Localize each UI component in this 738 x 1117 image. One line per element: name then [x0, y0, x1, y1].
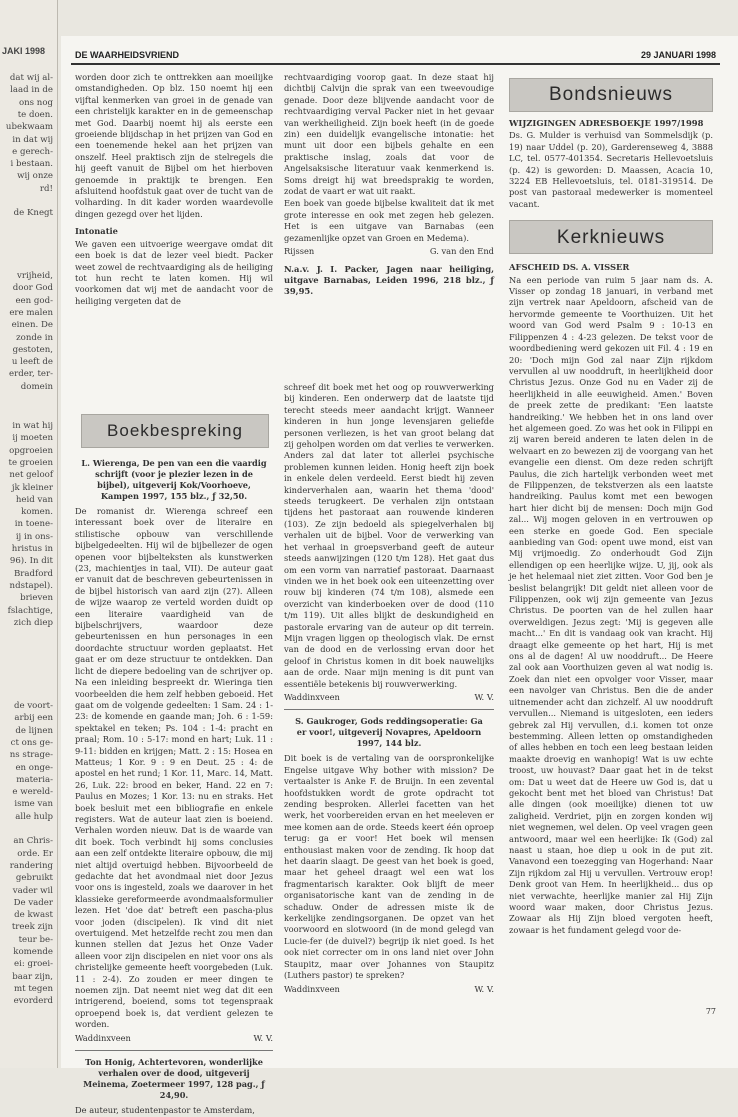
signature-name: G. van den End [429, 246, 494, 257]
signature [75, 1033, 273, 1044]
article-paragraph: Na een periode van ruim 5 jaar nam ds. A. Visser op zondag 18 januari, in verband met zijn vertrek naar Apeldoorn, afscheid van de hervormde gemeente te Voorthuizen. Uit het woord van God werd Psalm 9 : 10-13 en Filippenzen 4 : 4-23 gelezen. De tekst voor de woordbediening werd gekozen uit Fil. 4 : 19 en 20: 'Doch mijn God zal naar Zijn rijkdom vervullen al uw nooddruft, in heerlijkheid door Christus Jezus. Onze God nu en Vader zij de heerlijkheid in alle eeuwigheid. Amen.' Boven de preek zette de predikant: 'Een laatste handreiking.' We hebben het in ons land over het algemeen goed. Zo was het ook in Filippi en zij waren bereid anderen te laten delen in de welvaart en zo bewezen zij de voorgang van het evangelie een dienst. Om deze reden schrijft Paulus, die zich hartelijk verbonden weet met de Filippenzen, de tekstverzen als een laatste handreiking. Paulus komt met een bewogen hart hier dicht bij de mensen: Doch mijn God zal... Wij mogen geloven in en vertrouwen op een sterke en goede God. Een speciale aanbieding van God: opent uwe mond, eist van Mij vrijmoedig. Zo onderhoudt God Zijn ellendigen op een heerlijke wijze. U, jij, ook als je het helemaal niet ziet zitten. Voor God ben je beslist belangrijk! Dit geldt niet alleen voor de Filippenzen, ook wij zijn gemeente van Jezus Christus. De poorten van de hel zullen haar overweldigen. Jezus zegt: 'Mij is gegeven alle macht...' En dit is vandaag ook van kracht. Hij draagt elke gemeente op het hart, Hij is met ons al de dagen! Al uw nooddruft... De Heere zal ook aan Voorthuizen geven al wat nodig is. Zoek dan niet een opvolger voor Visser, maar een navolger van Christus. Ben die de ander uitnemender acht dan zichzelf. Al uw nooddruft vervullen... Niemand is uitgesloten, een ieders gebrek zal Hij vervullen, d.i. komen tot onze bestemming. Alleen letten op omstandigheden of alles hebben en toch een leeg bestaan leiden maakte droevig en wanhopig! Wat is uw echte troost, uw houvast? Daar gaat het in de tekst om: Dat u weet dat de Heere uw God is, dat u gekocht bent met het bloed van Christus! Dat alle dingen (ook moeilijke) dienen tot uw zaligheid. Verdriet, pijn en zorgen konden wij niet wegnemen, wel delen. Op veel vragen geen antwoord, maar wel een heerlijke: Ik (God) zal naast u staan, hoe diep u ook in de put zit. Vanavond een toezegging van Hogerhand: Naar Zijn rijkdom zal Hij u vervullen. Vertrouw erop! Denk groot van Hem. In heerlijkheid... dus op niet verwachte, heerlijke manier zal Hij Zijn woord waar maken, door Christus Jezus. Zowaar als Hij Zijn bloed vergoten heeft, zowaar is het fundament gelegd voor de- [509, 274, 713, 935]
previous-page-line: evorderd [13, 996, 53, 1007]
article-paragraph: worden door zich te onttrekken aan moeilijke omstandigheden. Op blz. 150 noemt hij een vijftal kenmerken van groei in de genade van een christelijk karakter en in de gemeenschap met God. Daarbij noemt hij als eerste een groeiende blijdschap in het prijzen van God en een toenemende hekel aan het prijzen van onszelf. Heel praktisch zijn de stelregels die hij geeft vanuit de Bijbel om het hierboven genoemde in praktijk te brengen. Een afsluitend hoofdstuk gaat over de tucht van de volharding. In dit kader worden waardevolle dingen gezegd over het lijden. [75, 72, 273, 219]
signature [284, 692, 494, 703]
previous-page-line: opgroeien [9, 445, 53, 456]
review-text: Dit boek is de vertaling van de oorspronkelijke Engelse uitgave Why bother with mission? De vertaalster is Anke F. de Bruijn. In een zevental hoofdstukken wordt de grote opdracht tot zending besproken. Allerlei facetten van het werk, het voorbereiden ervan en het meeleven er mee komen aan de orde. Steeds keert één oproep terug: ga er voor! Het boek wil mensen enthousiast maken voor de zending. Ik hoop dat het daarin slaagt. De geest van het boek is goed, maar het geheel draagt wel een wat los fragmentarisch karakter. Ook blijft de meer organisatorische kant van de zending in de schaduw. Onder de adressen miste ik de kerkelijke zendingsorganen. De opzet van het voorwoord en slotwoord (in de mond gelegd van Lucie-fer (de duivel?) begrijp ik niet goed. Is het ook niet correcter om in ons land niet over John Staupitz, maar over Johannes von Staupitz (Luthers pastor) te spreken? [284, 753, 494, 981]
previous-page-line: ons nog [18, 97, 53, 108]
signature [284, 246, 494, 257]
previous-page-line: De vader [13, 897, 53, 908]
packer-review-conclusion [284, 72, 494, 299]
divider [284, 709, 494, 710]
review-text: De auteur, studentenpastor te Amsterdam, [75, 1105, 255, 1116]
previous-page-line: in dat wij [12, 134, 53, 145]
signature-name: W. V. [253, 1032, 273, 1043]
previous-page-line: ubekwaam [5, 122, 53, 133]
previous-page-line: ei: groei- [14, 959, 53, 970]
previous-page-line: 96). In dit [9, 556, 53, 567]
issue-date: 29 JANUARI 1998 [640, 50, 716, 60]
subheading: WIJZIGINGEN ADRESBOEKJE 1997/1998 [509, 118, 704, 128]
news-column [509, 78, 713, 1014]
review-text: De romanist dr. Wierenga schreef een interessant boek over de literaire en stilistische opbouw van verschillende bijbelgedeelten. Hij wil de bijbellezer de ogen openen voor bijbelteksten als kunstwerken (23, machientjes in taal, VII). De auteur gaat er vanuit dat de beschreven gebeurtenissen in de bijbel historisch van aard zijn (27). Alleen de wijze waarop ze verteld worden duidt op een literaire vaardigheid van de bijbelschrijvers, waardoor deze gebeurtenissen en hun personages in een doordachte structuur worden geplaatst. Het gaat er om deze structuur te ontdekken. Dan licht de diepere bedoeling van de schrijver op. Na een inleiding bespreekt dr. Wieringa tien voorbeelden die hem zelf hebben geboeid. Het gaat om de volgende gedeelten: 1 Sam. 24 : 1-23: de komende en gaande man; Joh. 6 : 1-59: spektakel en teken; Ps. 104 : 1-4: pracht en praal; Rom. 10 : 5-17: mond en hart; Luk. 11 : 9-11: bidden en krijgen; Matt. 2 : 15: Hosea en Matteus; 1 Kor. 9 : 9 en Deut. 25 : 4: de apostel en het rund; 1 Kor. 11, Marc. 14, Matt. 26, Luk. 22: brood en beker, Hand. 22 en 7: Paulus en Mozes; 1 Kor. 13: nu en straks. Het boek besluit met een bibliografie en enkele registers. Wat de auteur laat zien is boeiend. Verhalen worden nieuw. Dat is de waarde van dit boek. Toch verbindt hij soms conclusies aan een zelf ontdekte literaire opbouw, die mij niet altijd overtuigd hebben. Bijvoorbeeld de gedachte dat het avondmaal niet door Jezus voor ons is ingesteld, zoals we daarover in het klassieke gereformeerde avondmaalsformulier lezen. Het 'doe dat' betreft een pascha-plus voor joden (discipelen). Ik vind dit niet overtuigend. Met hetzelfde recht zou men dan kunnen stellen dat Jezus het Onze Vader alleen voor zijn discipelen en niet voor ons als christelijke gemeente heeft voorgebeden (Luk. 11 : 2-4). Zo zouden er meer dingen te noemen zijn. Dat neemt niet weg dat dit een intrigerend, boeiend, soms tot tegenspraak oproepend boek is, dat verdient gelezen te worden. [75, 506, 273, 1030]
previous-page-line: materia- [16, 774, 53, 785]
previous-page-line: in toene- [14, 519, 53, 530]
article-paragraph: Een boek van goede bijbelse kwaliteit dat ik met grote interesse en ook met zegen heb gelezen. Het is een uitgave van Barnabas (een gezamenlijke opzet van Groen en Medema). [284, 198, 494, 243]
newspaper-page [61, 36, 738, 1116]
bondsnieuws-banner: Bondsnieuws [509, 78, 713, 112]
boekbespreking-banner: Boekbespreking [81, 414, 269, 448]
previous-page-line: ij in ons- [15, 531, 53, 542]
kerknieuws-banner: Kerknieuws [509, 220, 713, 254]
previous-page-line: gebruikt [15, 873, 53, 884]
previous-page-line: dat wij al- [9, 73, 53, 83]
previous-page-line: een god- [15, 295, 53, 306]
signature-place: Rijssen [284, 246, 315, 257]
previous-page-line: domein [20, 381, 53, 392]
previous-page-line: de voort- [14, 701, 53, 711]
previous-page-line: wij onze [17, 171, 53, 182]
previous-page-line: ns strage- [9, 750, 53, 761]
book-reference: N.a.v. J. I. Packer, Jagen naar heiliging, uitgave Barnabas, Leiden 1996, 218 blz., ƒ 39,95. [284, 263, 494, 297]
previous-page-header: JAKI 1998 [2, 46, 46, 56]
previous-page-line: en onge- [15, 762, 53, 773]
signature-place: Waddinxveen [284, 691, 340, 702]
previous-page-line: ere malen [9, 307, 53, 318]
previous-page-line: e wereld- [12, 787, 53, 798]
previous-page-line: zonde in [16, 332, 53, 343]
previous-page-line: teur be- [18, 934, 53, 945]
previous-page-line: an Chris- [13, 836, 53, 847]
previous-page-line: door God [12, 283, 53, 294]
subheading: AFSCHEID DS. A. VISSER [509, 262, 630, 273]
divider [75, 1050, 273, 1051]
article-paragraph: We gaven een uitvoerige weergave omdat dit een boek is dat de lezer veel biedt. Packer weet zowel de rechtvaardiging als de heiliging tot hun recht te laten komen. Hij wil voorkomen dat wij met de aandacht voor de heiliging vergeten dat de [75, 238, 273, 306]
previous-page-line: arbij een [14, 713, 53, 724]
previous-page-line: mt tegen [14, 983, 53, 994]
previous-page-line: orde. Er [17, 848, 53, 859]
review-heading: L. Wierenga, De pen van een die vaardig schrijft (voor je plezier lezen in de bijbel), uitgeverij Kok/Voorhoeve, Kampen 1997, 155 blz., ƒ 32,50. [81, 458, 267, 501]
previous-page-line: i bestaan. [10, 159, 53, 170]
previous-page-line: u leeft de [11, 357, 53, 368]
previous-page-line: de Knegt [13, 208, 53, 219]
article-paragraph: Ds. G. Mulder is verhuisd van Sommelsdijk (p. 19) naar Uddel (p. 20), Garderenseweg 4, 3888 LC, tel. 0577-401354. Secretaris Hellevoetsluis (p. 42) is geworden: D. Maassen, Acacia 10, 3224 EB Hellevoetsluis, tel. 0181-319514. De post van pastoraal medewerker is momenteel vacant. [509, 130, 713, 209]
review-heading: S. Gaukroger, Gods reddingsoperatie: Ga er voor!, uitgeverij Novapres, Apeldoorn 1997, 144 blz. [295, 716, 483, 749]
previous-page-line: komen. [21, 507, 53, 518]
previous-page-line: zich diep [13, 617, 53, 628]
previous-page-line: brieven [20, 593, 53, 604]
previous-page-line: ct ons ge- [10, 737, 53, 748]
previous-page-line: komende [13, 947, 53, 957]
previous-page-line: baar zijn, [12, 971, 53, 982]
packer-review-end [75, 72, 273, 308]
signature [284, 984, 494, 995]
previous-page-line: ndstapel). [9, 580, 53, 591]
previous-page-line: in wat hij [12, 421, 53, 431]
previous-page-line: alle hulp [15, 811, 53, 822]
previous-page-line: vrijheid, [17, 271, 53, 281]
boekbespreking-column-2 [284, 382, 494, 1022]
signature-place: Waddinxveen [75, 1032, 131, 1043]
previous-page-line: jk kleiner [11, 482, 53, 493]
previous-page-line: vader wil [12, 885, 53, 896]
page-number: 77 [705, 1007, 716, 1016]
previous-page-line: erder, ter- [9, 369, 53, 380]
previous-page-line: net geloof [9, 470, 53, 481]
previous-page-line: randering [9, 860, 53, 871]
previous-page-line: einen. De [11, 320, 53, 331]
signature-name: W. V. [474, 983, 494, 994]
signature-name: W. V. [474, 691, 494, 702]
previous-page-line: hristus in [11, 544, 53, 554]
signature-place: Waddinxveen [284, 983, 340, 994]
previous-page-line: te doen. [17, 109, 53, 120]
previous-page-line: rd! [39, 183, 53, 194]
previous-page-line: de lijnen [15, 725, 53, 736]
previous-page-line: te groeien [8, 457, 53, 468]
previous-page-line: de kwast [14, 910, 53, 921]
article-paragraph: rechtvaardiging voorop gaat. In deze staat hij dichtbij Calvijn die sprak van een tweevoudige genade. Door deze blijvende aandacht voor de rechtvaardiging verval Packer niet in het gevaar van werkheiligheid. Zijn boek heeft (in de goede zin) een duidelijk evangelische intonatie: het munt uit door een bijbels gehalte en een praktische inslag, zoals dat voor de Angelsaksische literatuur vaak kenmerkend is. Soms dreigt hij wat breedsprakig te worden, zodat de vaart er wat uit raakt. [284, 72, 494, 197]
previous-page-strip [0, 0, 58, 1068]
subheading: Intonatie [75, 226, 118, 237]
previous-page-line: heid van [15, 494, 53, 505]
previous-page-line: isme van [14, 799, 53, 810]
running-header [75, 50, 716, 64]
previous-page-line: Bradford [13, 568, 53, 579]
paper-title: DE WAARHEIDSVRIEND [75, 50, 180, 60]
previous-page-line: e gerech- [12, 146, 53, 157]
previous-page-line: fslachtige, [7, 605, 53, 616]
previous-page-line: treek zijn [11, 922, 53, 933]
review-text: schreef dit boek met het oog op rouwverwerking bij kinderen. Een onderwerp dat de laatste tijd terecht steeds meer aandacht krijgt. Wanneer kinderen in hun jonge levensjaren geliefde personen verliezen, is het van groot belang dat zij geholpen worden om dat verlies te verwerken. Anders zal dat later tot allerlei psychische problemen kunnen leiden. Honig heeft zijn boek in enkele delen verdeeld. Eerst biedt hij zeven kinderverhalen aan, waarin het thema 'dood' steeds terugkeert. De verhalen zijn ontstaan tijdens het pastoraat aan rouwende kinderen (103). Ze zijn bedoeld als spiegelverhalen bij verhalen uit de bijbel. Voor de verwerking van het verhaal in groepsverband geeft de auteur steeds aanwijzingen (120 t/m 128). Het gaat dus om een vorm van narratief pastoraat. Daarnaast vinden we in het boek ook een uiteenzetting over rouw bij kinderen (74 t/m 108), alsmede een overzicht van kinderboeken over de dood (110 t/m 119). Uit alles blijkt de deskundigheid en pastorale ervaring van de auteur op dit terrein. Mijn vragen liggen op theologisch vlak. De ernst van de dood en de verlossing ervan door het geloof in Christus komen in dit boek nauwelijks aan de orde. Naar mijn mening is dit punt van essentiële betekenis bij rouwverwerking. [284, 382, 494, 689]
boekbespreking-section [75, 408, 273, 1116]
previous-page-line: ij moeten [12, 433, 53, 444]
review-heading: Ton Honig, Achtertevoren, wonderlijke verhalen over de dood, uitgeverij Meinema, Zoetermeer 1997, 128 pag., ƒ 24,90. [83, 1057, 265, 1101]
previous-page-line: gestoten, [12, 344, 53, 355]
header-rule [71, 63, 720, 65]
previous-page-line: laad in de [10, 85, 53, 96]
